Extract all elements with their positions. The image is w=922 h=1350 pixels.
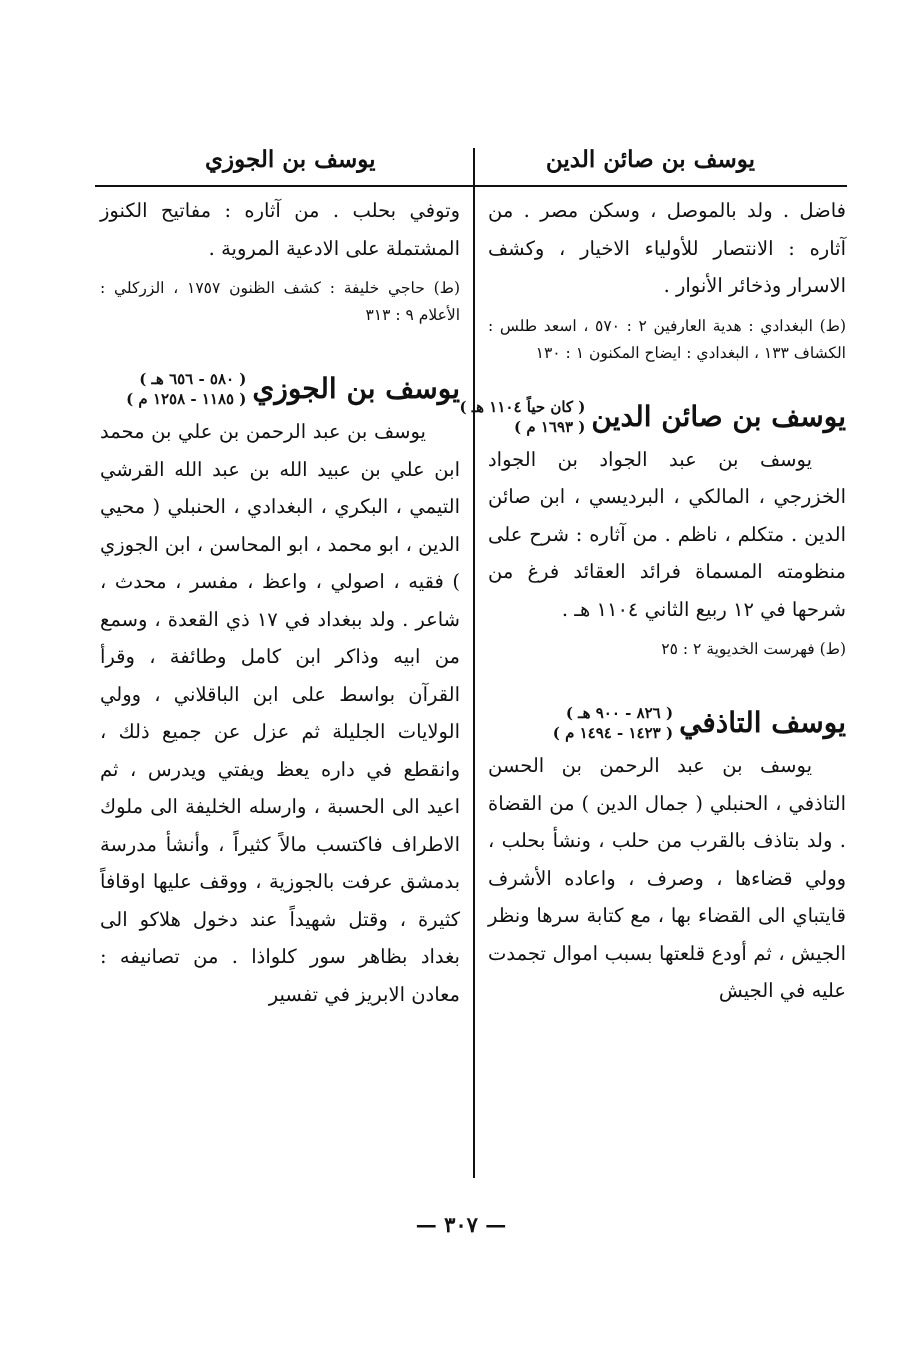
entry-yusuf-ibn-al-jawzi xyxy=(100,369,460,1013)
running-head-right: يوسف بن صائن الدين xyxy=(545,146,755,173)
date-hijri: ( ٥٨٠ - ٦٥٦ هـ ) xyxy=(139,370,247,388)
date-gregorian: ( ١١٨٥ - ١٢٥٨ م ) xyxy=(126,390,247,408)
continuation-text: فاضل . ولد بالموصل ، وسكن مصر . من آثاره : الانتصار للأولياء الاخيار ، وكشف الاسرار وذخائر الأنوار . xyxy=(488,199,846,297)
reference-note: (ط) فهرست الخديوية ٢ : ٢٥ xyxy=(661,640,846,658)
entry-dates xyxy=(459,397,585,437)
entry-dates xyxy=(553,703,673,743)
date-hijri: ( ٨٢٦ - ٩٠٠ هـ ) xyxy=(565,704,674,722)
reference-note: (ط) حاجي خليفة : كشف الظنون ١٧٥٧ ، الزركلي : الأعلام ٩ : ٣١٣ xyxy=(100,279,460,324)
continuation-text: وتوفي بحلب . من آثاره : مفاتيح الكنوز المشتملة على الادعية المروية . xyxy=(100,199,460,260)
column-divider xyxy=(473,148,475,1178)
date-hijri: ( كان حياً ١١٠٤ هـ ) xyxy=(459,397,586,416)
entry-name: يوسف التاذفي xyxy=(679,706,846,739)
entry-heading xyxy=(488,703,846,743)
page-header xyxy=(95,138,847,186)
entry-yusuf-ibn-sain-al-din xyxy=(459,397,846,664)
entry-name: يوسف بن صائن الدين xyxy=(591,399,846,433)
date-gregorian: ( ١٤٢٣ - ١٤٩٤ م ) xyxy=(552,724,674,742)
entry-heading xyxy=(100,369,460,409)
entry-body: يوسف بن عبد الرحمن بن علي بن محمد ابن علي بن عبيد الله بن عبد الله القرشي التيمي ، البكري ، البغدادي ، الحنبلي ( محيي الدين ، ابو محمد ، ابو المحاسن ، ابن الجوزي ) فقيه ، اصولي ، واعظ ، مفسر ، محدث ، شاعر . ولد ببغداد في ١٧ ذي القعدة ، وسمع من ابيه وذاكر ابن كامل وطائفة ، وقرأ القرآن بواسط على ابن الباقلاني ، وولي الولايات الجليلة ثم عزل عن جميع ذلك ، وانقطع في داره يعظ ويفتي ويدرس ، ثم اعيد الى الحسبة ، وارسله الخليفة الى ملوك الاطراف فاكتسب مالاً كثيراً ، وأنشأ مدرسة بدمشق عرفت بالجوزية ، ووقف عليها اوقافاً كثيرة ، وقتل شهيداً عند دخول هلاكو الى بغداد بظاهر سور كلواذا . من تصانيفه : معادن الابريز في تفسير xyxy=(100,420,460,1006)
page-number: — ٣٠٧ — xyxy=(415,1212,507,1237)
entry-dates xyxy=(126,369,246,409)
entry-body: يوسف بن عبد الرحمن بن الحسن التاذفي ، الحنبلي ( جمال الدين ) من القضاة . ولد بتاذف بالقرب من حلب ، ونشأ بحلب ، وولي قضاءها ، وصرف ، واعاده الأشرف قايتباي الى القضاء بها ، مع كتابة سرها ونظر الجيش ، ثم أودع قلعتها بسبب اموال تجمدت عليه في الجيش xyxy=(488,754,846,1002)
entry-yusuf-al-tadhifi xyxy=(488,703,846,1010)
header-rule xyxy=(95,185,847,187)
left-column xyxy=(100,192,460,1013)
entry-name: يوسف بن الجوزي xyxy=(252,372,460,405)
reference-note: (ط) البغدادي : هدية العارفين ٢ : ٥٧٠ ، اسعد طلس : الكشاف ١٣٣ ، البغدادي : ايضاح المكنون ١ : ١٣٠ xyxy=(488,316,846,362)
date-gregorian: ( ١٦٩٣ م ) xyxy=(514,417,586,436)
entry-heading xyxy=(459,397,846,437)
running-head-left: يوسف بن الجوزي xyxy=(205,146,376,173)
entry-body: يوسف بن عبد الجواد بن الجواد الخزرجي ، المالكي ، البرديسي ، ابن صائن الدين . متكلم ، ناظم . من آثاره : شرح على منظومته المسماة فرائد العقائد فرغ من شرحها في ١٢ ربيع الثاني ١١٠٤ هـ . xyxy=(488,447,846,621)
right-column xyxy=(459,192,846,1010)
